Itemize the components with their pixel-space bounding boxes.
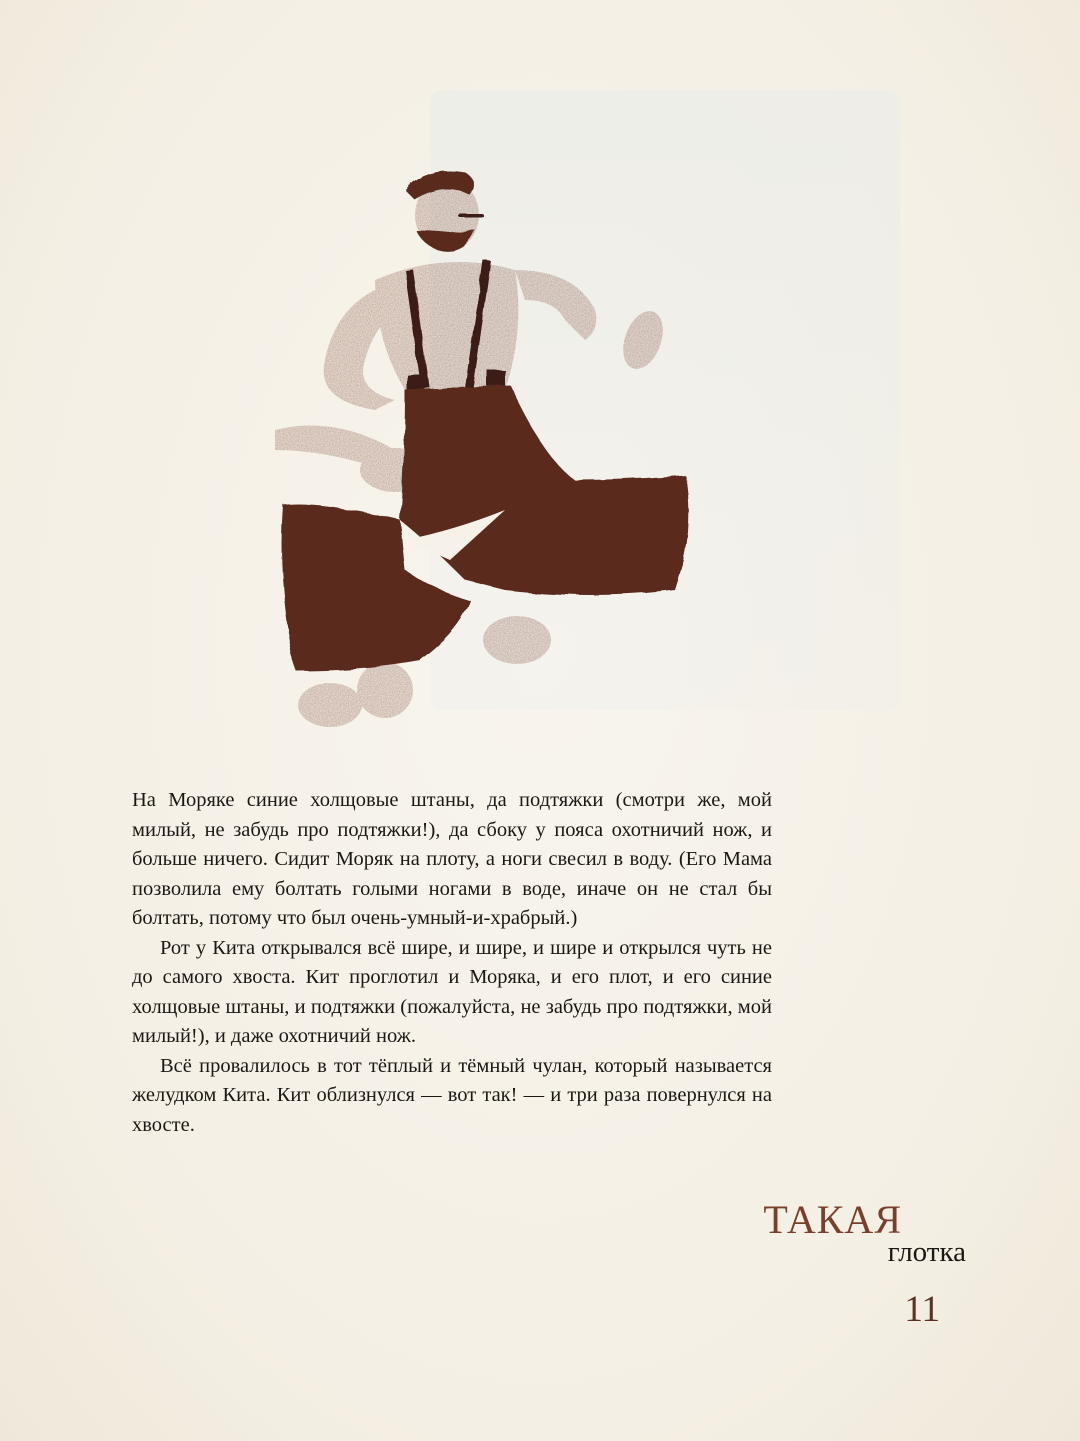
sailor-illustration (255, 160, 715, 740)
heading-line-1: ТАКАЯ (763, 1197, 902, 1242)
paragraph-1: На Моряке синие холщовые штаны, да подтяжки (смотри же, мой милый, не забудь про подтяжки!), да сбоку у пояса охотничий нож, и больше ничего. Сидит Моряк на плоту, а ноги свесил в воду. (Его Мама позволила ему болтать голыми ногами в воде, иначе он не стал бы болтать, потому что был очень-умный-и-храбрый.) (132, 789, 772, 929)
body-text (132, 786, 772, 1140)
paragraph-2: Рот у Кита открывался всё шире, и шире, и шире и открылся чуть не до самого хвоста. Кит проглотил и Моряка, и его плот, и его синие холщовые штаны, и подтяжки (пожалуйста, не забудь про подтяжки, мой милый!), и даже охотничий нож. (132, 936, 772, 1047)
paragraph-3: Всё провалилось в тот тёплый и тёмный чулан, который называется желудком Кита. Кит облизнулся — вот так! — и три раза повернулся на хвосте. (132, 1054, 772, 1136)
page-number: 11 (904, 1289, 940, 1330)
heading-line-2: глотка (887, 1236, 966, 1268)
